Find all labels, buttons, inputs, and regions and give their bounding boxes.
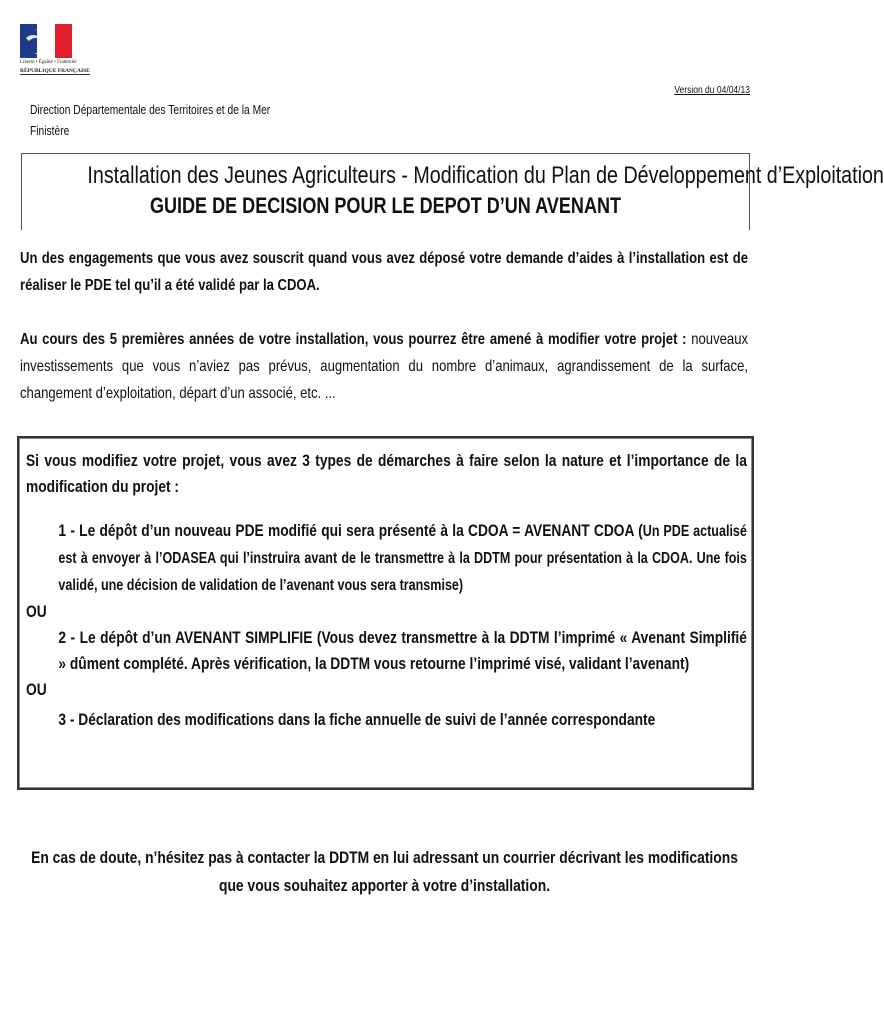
marianne-flag-icon (20, 24, 72, 58)
procedures-intro: Si vous modifiez votre projet, vous avez 3 types de démarches à faire selon la nature et l’importance de la modification du projet : (26, 451, 747, 496)
option2-detail: Vous devez transmettre à la DDTM l’imprimé « Avenant Simplifié » dûment complété. Après vérification, la DDTM vous retourne l’imprimé visé, validant l’avenant) (58, 628, 747, 673)
contact-advice: En cas de doute, n’hésitez pas à contacter la DDTM en lui adressant un courrier décrivant les modifications que vous souhaitez apporter à votre d’installation. (31, 848, 738, 895)
modification-examples: nouveaux investissements que vous n’aviez pas prévus, augmentation du nombre d’animaux, agrandissement de la surface, changement d’exploitation, départ d’un associé, etc. ... (20, 331, 749, 402)
modification-paragraph (20, 326, 748, 407)
direction-block (30, 100, 270, 142)
republique-francaise-logo (20, 24, 90, 82)
option2-title: 2 - Le dépôt d’un AVENANT SIMPLIFIE ( (58, 628, 322, 647)
option1-detail: Un PDE actualisé est à envoyer à l’ODASEA qui l’instruira avant de le transmettre à la DDTM pour présentation à la CDOA. Une fois validé, une décision de validation de l’avenant vous sera transmise) (58, 523, 747, 594)
or-separator-1: OU (26, 602, 47, 621)
option-avenant-cdoa (58, 518, 747, 599)
logo-republic: RÉPUBLIQUE FRANÇAISE (20, 68, 90, 74)
procedures-content (26, 448, 747, 733)
or-separator-2: OU (26, 680, 47, 699)
modification-lead: Au cours des 5 premières années de votre installation, vous pourrez être amené à modifier votre projet : (20, 331, 687, 348)
direction-department: Finistère (30, 124, 70, 138)
direction-name: Direction Départementale des Territoires et de la Mer (30, 103, 271, 117)
document-title: Installation des Jeunes Agriculteurs - Modification du Plan de Développement d’Exploitation (87, 162, 884, 189)
logo-motto: Liberté • Égalité • Fraternité (20, 60, 77, 65)
option-avenant-simplifie (58, 625, 747, 677)
engagement-paragraph: Un des engagements que vous avez souscrit quand vous avez déposé votre demande d’aides à l’installation est de réaliser le PDE tel qu’il a été validé par la CDOA. (20, 250, 749, 294)
option1-title: 1 - Le dépôt d’un nouveau PDE modifié qui sera présenté à la CDOA = AVENANT CDOA ( (58, 521, 643, 540)
document-title-box (21, 153, 884, 230)
version-date: Version du 04/04/13 (674, 85, 750, 96)
procedures-frame (17, 436, 754, 790)
document-subtitle: GUIDE DE DECISION POUR LE DEPOT D’UN AVENANT (149, 193, 622, 218)
option-declaration-annuelle: 3 - Déclaration des modifications dans la fiche annuelle de suivi de l’année correspondante (58, 710, 656, 729)
